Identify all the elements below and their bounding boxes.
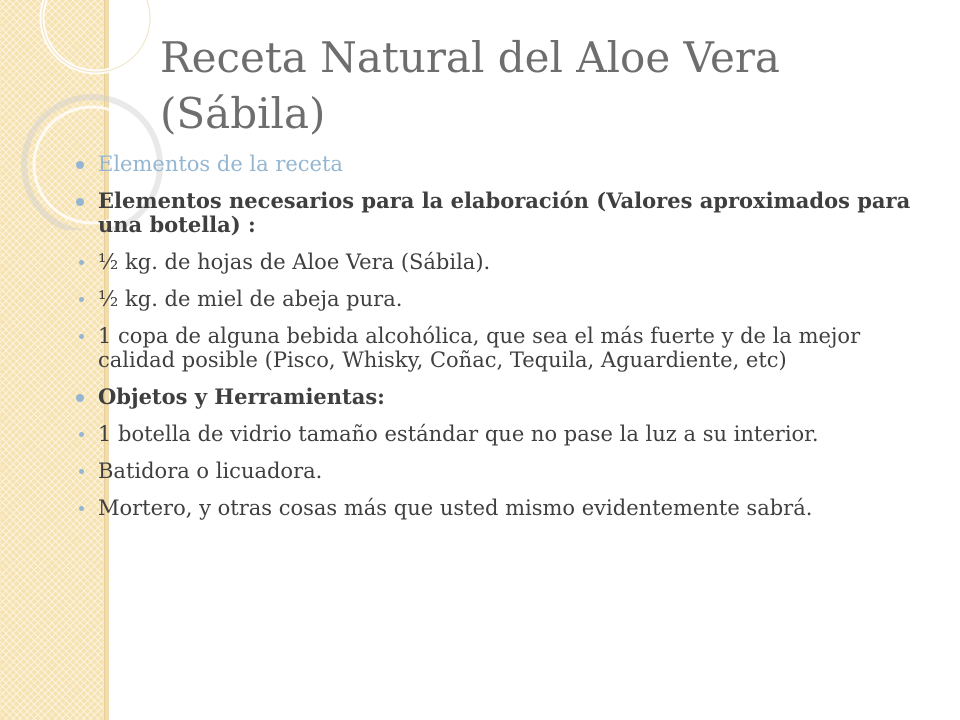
sub-bullet-item: ½ kg. de hojas de Aloe Vera (Sábila). (72, 250, 932, 274)
decor-circle-top (42, 0, 150, 72)
sub-bullet-item: 1 botella de vidrio tamaño estándar que no pase la luz a su interior. (72, 422, 932, 446)
sub-bullet-item: Mortero, y otras cosas más que usted mismo evidentemente sabrá. (72, 496, 932, 520)
sub-bullet-item: 1 copa de alguna bebida alcohólica, que sea el más fuerte y de la mejor calidad posible (Pisco, Whisky, Coñac, Tequila, Aguardiente, etc) (72, 324, 932, 372)
bullet-item: Objetos y Herramientas: (72, 385, 932, 409)
sub-bullet-item: Batidora o licuadora. (72, 459, 932, 483)
slide-title: Receta Natural del Aloe Vera (Sábila) (160, 33, 780, 138)
sub-bullet-item: ½ kg. de miel de abeja pura. (72, 287, 932, 311)
bullet-item: Elementos de la receta (72, 152, 932, 176)
decor-circle-top-outline (42, 0, 150, 72)
bullet-item: Elementos necesarios para la elaboración (Valores aproximados para una botella) : (72, 189, 932, 237)
bullet-list (72, 152, 932, 533)
